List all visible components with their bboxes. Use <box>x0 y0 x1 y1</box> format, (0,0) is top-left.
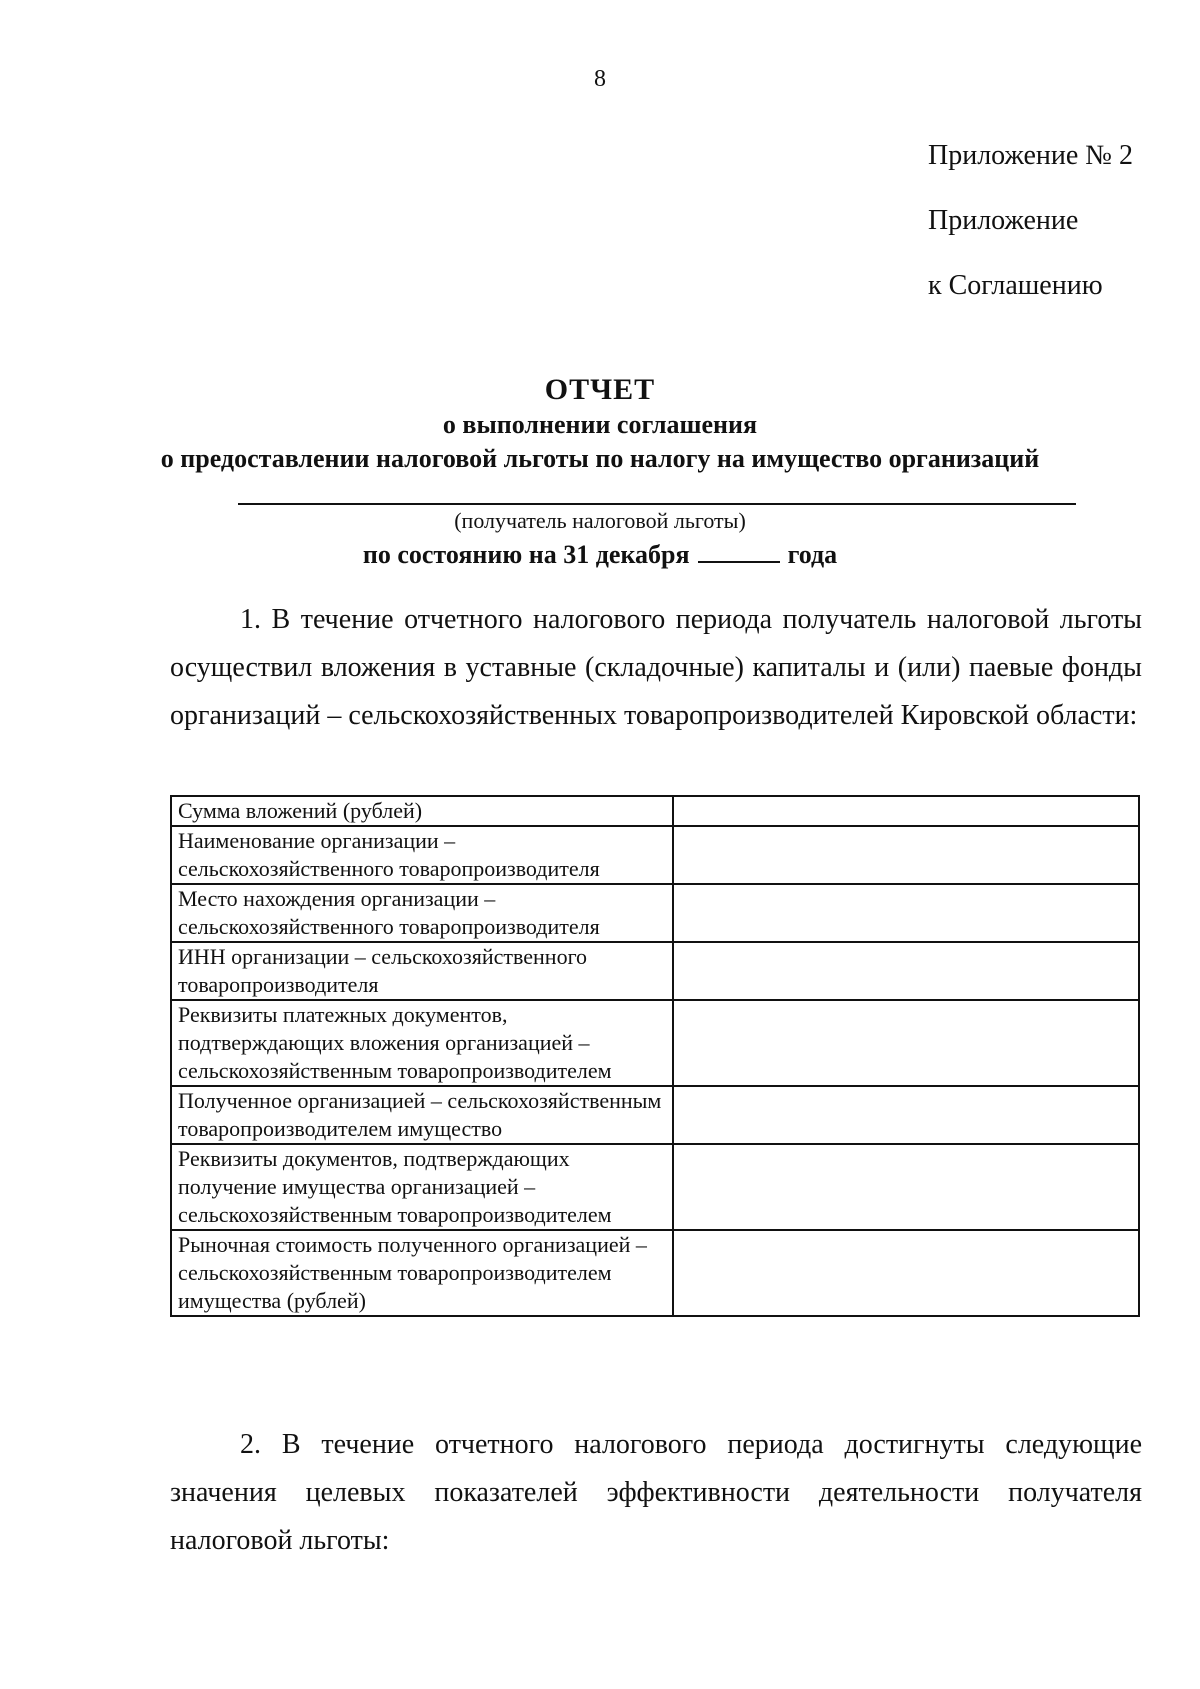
row-value-cell[interactable] <box>673 1086 1139 1144</box>
appendix-agreement-ref: к Соглашению <box>928 270 1103 301</box>
as-of-prefix: по состоянию на 31 декабря <box>362 540 690 569</box>
table-row <box>171 1144 1139 1230</box>
row-value-cell[interactable] <box>673 942 1139 1000</box>
row-value-cell[interactable] <box>673 1144 1139 1230</box>
row-value-cell[interactable] <box>673 1000 1139 1086</box>
row-label: Реквизиты документов, подтверждающих получение имущества организацией – сельскохозяйственным товаропроизводителем <box>171 1144 673 1230</box>
row-value-cell[interactable] <box>673 1230 1139 1316</box>
table-row <box>171 1230 1139 1316</box>
row-label: Рыночная стоимость полученного организацией – сельскохозяйственным товаропроизводителем имущества (рублей) <box>171 1230 673 1316</box>
report-title-line3: о предоставлении налоговой льготы по налогу на имущество организаций <box>160 444 1040 473</box>
row-label: ИНН организации – сельскохозяйственного товаропроизводителя <box>171 942 673 1000</box>
table-row <box>171 942 1139 1000</box>
investment-table <box>170 795 1140 1317</box>
page-number: 8 <box>594 66 606 92</box>
table-row <box>171 1000 1139 1086</box>
row-label: Место нахождения организации – сельскохозяйственного товаропроизводителя <box>171 884 673 942</box>
table-row <box>171 796 1139 826</box>
table-row <box>171 1086 1139 1144</box>
year-blank-field[interactable] <box>698 537 780 563</box>
row-label: Полученное организацией – сельскохозяйственным товаропроизводителем имущество <box>171 1086 673 1144</box>
table-row <box>171 884 1139 942</box>
recipient-blank-line[interactable] <box>238 503 1076 505</box>
row-label: Наименование организации – сельскохозяйственного товаропроизводителя <box>171 826 673 884</box>
as-of-suffix: года <box>787 540 838 569</box>
row-value-cell[interactable] <box>673 884 1139 942</box>
paragraph-1: 1. В течение отчетного налогового периода получатель налоговой льготы осуществил вложения в уставные (складочные) капиталы и (или) паевые фонды организаций – сельскохозяйственных товаропроизводителей Кировской области: <box>170 604 1142 731</box>
as-of-date <box>0 537 1200 570</box>
appendix-label: Приложение <box>928 205 1079 236</box>
table-row <box>171 826 1139 884</box>
paragraph-2: 2. В течение отчетного налогового периода достигнуты следующие значения целевых показателей эффективности деятельности получателя налоговой льготы: <box>170 1429 1142 1556</box>
row-label: Сумма вложений (рублей) <box>171 796 673 826</box>
row-label: Реквизиты платежных документов, подтверждающих вложения организацией – сельскохозяйственным товаропроизводителем <box>171 1000 673 1086</box>
row-value-cell[interactable] <box>673 826 1139 884</box>
report-title-line2: о выполнении соглашения <box>442 410 758 439</box>
row-value-cell[interactable] <box>673 796 1139 826</box>
report-title <box>0 372 1200 476</box>
recipient-caption: (получатель налоговой льготы) <box>454 508 746 533</box>
report-title-main: ОТЧЕТ <box>544 373 656 406</box>
appendix-number: Приложение № 2 <box>928 140 1133 171</box>
